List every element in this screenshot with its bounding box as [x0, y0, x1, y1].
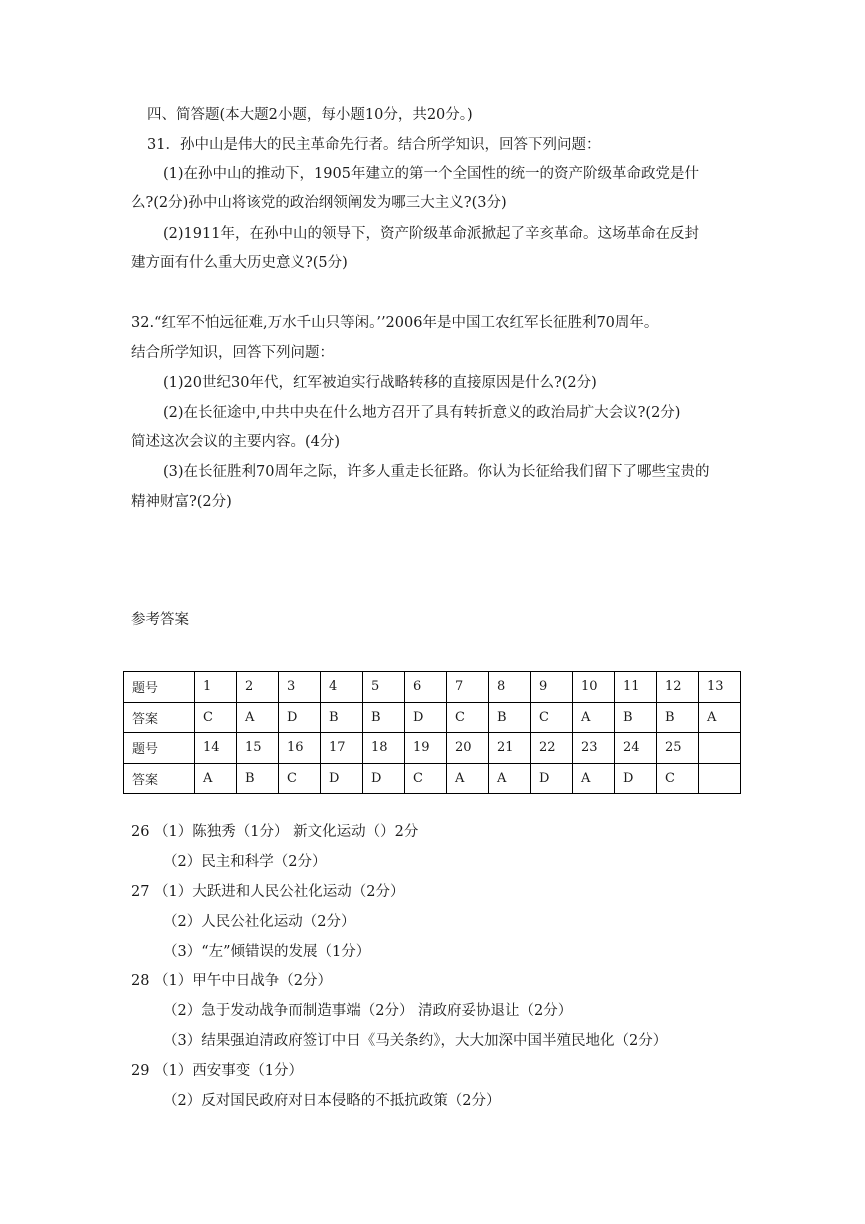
table-cell: 25 — [657, 733, 699, 764]
q31-part1-line1: (1)在孙中山的推动下，1905年建立的第一个全国性的统一的资产阶级革命政党是什 — [163, 166, 699, 182]
answer-28-line3: （3）结果强迫清政府签订中日《马关条约》，大大加深中国半殖民地化（2分） — [163, 1033, 668, 1049]
table-cell: 题号 — [124, 733, 195, 764]
table-cell: D — [615, 763, 657, 794]
table-cell: 5 — [363, 672, 405, 703]
table-cell: 答案 — [124, 702, 195, 733]
table-cell: A — [573, 702, 615, 733]
q32-part1: (1)20世纪30年代，红军被迫实行战略转移的直接原因是什么?(2分) — [163, 375, 597, 391]
answer-29-line2: （2）反对国民政府对日本侵略的不抵抗政策（2分） — [163, 1093, 501, 1109]
table-cell: 9 — [531, 672, 573, 703]
table-cell: B — [363, 702, 405, 733]
q32-part2-line1: (2)在长征途中,中共中央在什么地方召开了具有转折意义的政治局扩大会议?(2分) — [163, 405, 681, 421]
q31-part2-line2: 建方面有什么重大历史意义?(5分) — [131, 255, 348, 271]
table-cell: 18 — [363, 733, 405, 764]
table-cell: D — [531, 763, 573, 794]
table-cell: C — [657, 763, 699, 794]
table-cell: D — [363, 763, 405, 794]
table-cell: 22 — [531, 733, 573, 764]
table-cell: A — [489, 763, 531, 794]
table-cell: 11 — [615, 672, 657, 703]
table-cell: D — [405, 702, 447, 733]
q32-part3-line2: 精神财富?(2分) — [131, 494, 232, 510]
table-cell: B — [657, 702, 699, 733]
table-cell: 4 — [321, 672, 363, 703]
q31-stem: 31．孙中山是伟大的民主革命先行者。结合所学知识，回答下列问题： — [147, 137, 601, 153]
q32-stem-line2: 结合所学知识，回答下列问题： — [131, 345, 334, 361]
table-row — [124, 733, 741, 764]
table-cell: 12 — [657, 672, 699, 703]
answer-table — [123, 671, 741, 794]
table-cell: B — [321, 702, 363, 733]
answer-27-line3: （3）“左”倾错误的发展（1分） — [163, 944, 371, 960]
table-cell: 15 — [237, 733, 279, 764]
table-cell: B — [615, 702, 657, 733]
table-cell: 20 — [447, 733, 489, 764]
answer-key-title: 参考答案 — [131, 612, 189, 628]
table-cell — [699, 763, 741, 794]
q31-part1-line2: 么?(2分)孙中山将该党的政治纲领阐发为哪三大主义?(3分) — [131, 195, 507, 211]
table-cell: D — [279, 702, 321, 733]
table-cell: B — [489, 702, 531, 733]
table-cell: D — [321, 763, 363, 794]
table-cell: C — [531, 702, 573, 733]
table-cell: 16 — [279, 733, 321, 764]
table-cell: 6 — [405, 672, 447, 703]
answer-27-line1: 27 （1）大跃进和人民公社化运动（2分） — [131, 884, 405, 900]
table-cell: A — [447, 763, 489, 794]
table-cell: 8 — [489, 672, 531, 703]
table-row — [124, 763, 741, 794]
section-heading: 四、简答题(本大题2小题，每小题10分，共20分。) — [147, 107, 473, 123]
table-cell: 17 — [321, 733, 363, 764]
answer-29-line1: 29 （1）西安事变（1分） — [131, 1063, 304, 1079]
q32-part3-line1: (3)在长征胜利70周年之际，许多人重走长征路。你认为长征给我们留下了哪些宝贵的 — [163, 464, 710, 480]
answer-28-line2: （2）急于发动战争而制造事端（2分） 清政府妥协退让（2分） — [163, 1003, 573, 1019]
table-cell: C — [195, 702, 237, 733]
table-cell: C — [447, 702, 489, 733]
table-cell — [699, 733, 741, 764]
answer-28-line1: 28 （1）甲午中日战争（2分） — [131, 973, 333, 989]
table-cell: A — [573, 763, 615, 794]
table-cell: 2 — [237, 672, 279, 703]
table-cell: 答案 — [124, 763, 195, 794]
table-row — [124, 702, 741, 733]
table-cell: A — [195, 763, 237, 794]
table-cell: 14 — [195, 733, 237, 764]
q31-part2-line1: (2)1911年，在孙中山的领导下，资产阶级革命派掀起了辛亥革命。这场革命在反封 — [163, 226, 699, 242]
table-cell: 题号 — [124, 672, 195, 703]
table-cell: 10 — [573, 672, 615, 703]
table-cell: A — [699, 702, 741, 733]
answer-27-line2: （2）人民公社化运动（2分） — [163, 914, 356, 930]
table-cell: 21 — [489, 733, 531, 764]
table-cell: 24 — [615, 733, 657, 764]
table-cell: 3 — [279, 672, 321, 703]
table-cell: 23 — [573, 733, 615, 764]
table-cell: 19 — [405, 733, 447, 764]
table-cell: 7 — [447, 672, 489, 703]
table-cell: C — [279, 763, 321, 794]
table-cell: A — [237, 702, 279, 733]
table-row — [124, 672, 741, 703]
answer-26-line2: （2）民主和科学（2分） — [163, 854, 327, 870]
table-cell: B — [237, 763, 279, 794]
table-cell: 13 — [699, 672, 741, 703]
answer-26-line1: 26 （1）陈独秀（1分） 新文化运动（）2分 — [131, 824, 419, 840]
table-cell: 1 — [195, 672, 237, 703]
q32-part2-line2: 简述这次会议的主要内容。(4分) — [131, 434, 341, 450]
table-cell: C — [405, 763, 447, 794]
q32-stem-line1: 32.“红军不怕远征难,万水千山只等闲。’’2006年是中国工农红军长征胜利70周年。 — [131, 315, 659, 331]
